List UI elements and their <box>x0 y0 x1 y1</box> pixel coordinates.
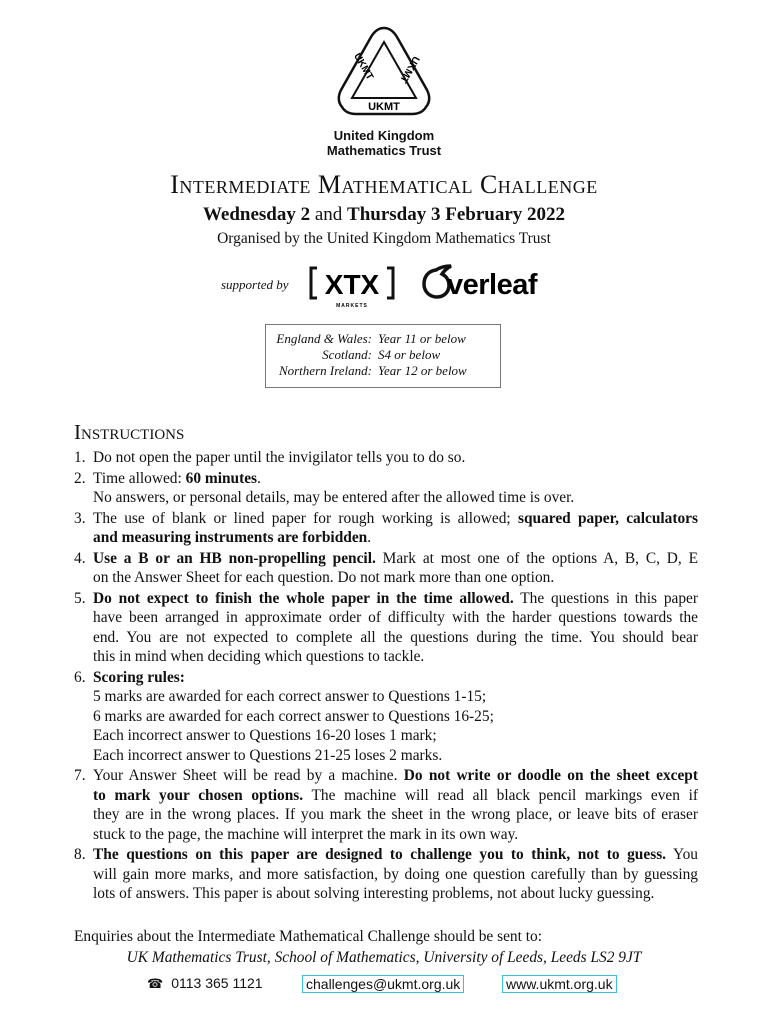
instruction-number: 7. <box>74 767 86 784</box>
eligibility-row <box>266 347 500 363</box>
instruction-number: 4. <box>74 549 86 567</box>
instruction-bold: Use a B or an HB non-propelling pencil. <box>93 549 376 567</box>
eligibility-region: Scotland: <box>322 347 372 362</box>
instruction-item <box>74 549 698 588</box>
logo-bottom-text: UKMT <box>368 101 400 113</box>
instruction-line <box>93 469 698 489</box>
organised-by: Organised by the United Kingdom Mathematics Trust <box>217 230 551 247</box>
instruction-text: this in mind when deciding which questions to tackle. <box>93 648 425 665</box>
instruction-line <box>93 528 698 548</box>
instruction-text: The questions in this paper <box>513 589 698 607</box>
instruction-line <box>93 549 698 569</box>
instruction-line <box>93 668 698 688</box>
phone-number: 0113 365 1121 <box>171 975 263 991</box>
instruction-text: on the Answer Sheet for each question. Do not mark more than one option. <box>93 569 555 586</box>
xtx-sub-text: MARKETS <box>336 303 368 309</box>
org-name-line1: United Kingdom <box>333 128 435 143</box>
scoring-rule: 5 marks are awarded for each correct answer to Questions 1-15; <box>93 688 487 705</box>
eligibility-year: Year 11 or below <box>378 331 466 346</box>
instruction-line <box>93 766 698 786</box>
date-part2: Thursday 3 February 2022 <box>347 204 566 225</box>
exam-dates <box>0 204 768 226</box>
instruction-bold: Do not expect to finish the whole paper in the time allowed. <box>93 589 514 607</box>
ukmt-logo-icon <box>334 24 434 124</box>
instruction-bold: and measuring instruments are forbidden <box>93 529 368 546</box>
instructions-heading: Instructions <box>74 420 185 444</box>
instruction-bold: Scoring rules: <box>93 668 185 686</box>
instruction-item <box>74 509 698 548</box>
instruction-item <box>74 845 698 904</box>
instruction-text: The use of blank or lined paper for rough working is allowed; <box>93 509 518 527</box>
instruction-text: have been arranged in approximate order of difficulty with the harder questions towards the <box>93 609 698 626</box>
overleaf-logo <box>422 262 550 302</box>
instruction-bold: 60 minutes <box>185 469 258 487</box>
instruction-text: stuck to the page, the machine will interpret the mark in its own way. <box>93 825 519 843</box>
instruction-item <box>74 469 698 508</box>
instruction-item <box>74 668 698 766</box>
scoring-rule: 6 marks are awarded for each correct answer to Questions 16-25; <box>93 707 494 725</box>
instruction-number: 1. <box>74 449 86 466</box>
instruction-bold: squared paper <box>517 509 616 527</box>
instruction-text: Your Answer Sheet will be read by a machine. <box>93 767 404 784</box>
eligibility-year: S4 or below <box>378 347 441 362</box>
phone-icon: ☎ <box>147 976 164 991</box>
instruction-text: The machine will read all black pencil markings even if <box>303 786 699 804</box>
instruction-bold: , <box>615 509 627 527</box>
org-name-line2: Mathematics Trust <box>326 143 442 158</box>
eligibility-region: Northern Ireland: <box>278 363 372 378</box>
instruction-bold: calculators <box>626 509 698 527</box>
date-part1: Wednesday 2 <box>202 204 311 225</box>
instruction-line <box>93 589 698 609</box>
instruction-text: Mark at most one of the options A, B, C, D, E <box>375 549 698 567</box>
instruction-text: they are in the wrong places. If you mark the sheet in the wrong place, or leave bits of eraser <box>93 806 698 823</box>
phone-contact <box>147 975 263 992</box>
instruction-number: 2. <box>74 469 86 487</box>
eligibility-year: Year 12 or below <box>378 363 467 378</box>
instruction-number: 6. <box>74 668 86 686</box>
instruction-number: 8. <box>74 846 86 863</box>
date-and: and <box>310 204 348 225</box>
eligibility-row <box>266 363 500 379</box>
eligibility-row <box>266 331 500 347</box>
instruction-number: 3. <box>74 509 86 527</box>
instruction-text: No answers, or personal details, may be entered after the allowed time is over. <box>93 489 575 506</box>
instruction-text: Time allowed: <box>93 469 186 487</box>
instruction-text: lots of answers. This paper is about solving interesting problems, not about lucky guessing. <box>93 885 655 902</box>
instruction-text: end. You are not expected to complete all the questions during the time. You should bear <box>93 628 698 646</box>
ukmt-logo <box>334 24 434 124</box>
org-name <box>0 128 768 158</box>
enquiries-text: Enquiries about the Intermediate Mathematical Challenge should be sent to: <box>74 928 542 945</box>
instructions-list <box>74 448 698 905</box>
scoring-rule: Each incorrect answer to Questions 16-20 loses 1 mark; <box>93 727 437 744</box>
instruction-item <box>74 448 698 468</box>
instruction-number: 5. <box>74 589 86 607</box>
instruction-bold: The questions on this paper are designed to challenge you to think, not to guess. <box>93 846 667 863</box>
instruction-bold: Do not write or doodle on the sheet except <box>403 767 698 784</box>
instruction-line <box>93 786 698 806</box>
email-link[interactable]: challenges@ukmt.org.uk <box>302 975 464 993</box>
instruction-item <box>74 589 698 667</box>
page-title: Intermediate Mathematical Challenge <box>170 170 598 199</box>
scoring-rule: Each incorrect answer to Questions 21-25 loses 2 marks. <box>93 746 443 764</box>
logo-right-text: UKMT <box>397 53 422 85</box>
eligibility-region: England & Wales: <box>276 331 372 346</box>
supported-by-label: supported by <box>221 277 289 292</box>
xtx-text: XTX <box>324 269 380 300</box>
instruction-text: will gain more marks, and more satisfaction, by doing one question carefully than by guessing <box>93 865 698 883</box>
instruction-text: . <box>367 529 372 546</box>
instruction-text: . <box>257 469 261 487</box>
logo-left-text: UKMT <box>351 51 376 83</box>
instruction-item <box>74 766 698 844</box>
postal-address: UK Mathematics Trust, School of Mathematics, University of Leeds, Leeds LS2 9JT <box>126 949 642 966</box>
overleaf-icon <box>422 262 550 302</box>
instruction-bold: to mark your chosen options. <box>93 786 304 804</box>
instruction-line <box>93 509 698 529</box>
eligibility-box <box>265 324 501 388</box>
xtx-markets-icon <box>308 264 396 310</box>
instruction-text: Do not open the paper until the invigilator tells you to do so. <box>93 449 466 466</box>
xtx-logo <box>308 264 396 310</box>
website-link[interactable]: www.ukmt.org.uk <box>502 975 617 993</box>
instruction-text: You <box>666 846 698 863</box>
instruction-line <box>93 845 698 865</box>
overleaf-text: verleaf <box>447 269 538 301</box>
